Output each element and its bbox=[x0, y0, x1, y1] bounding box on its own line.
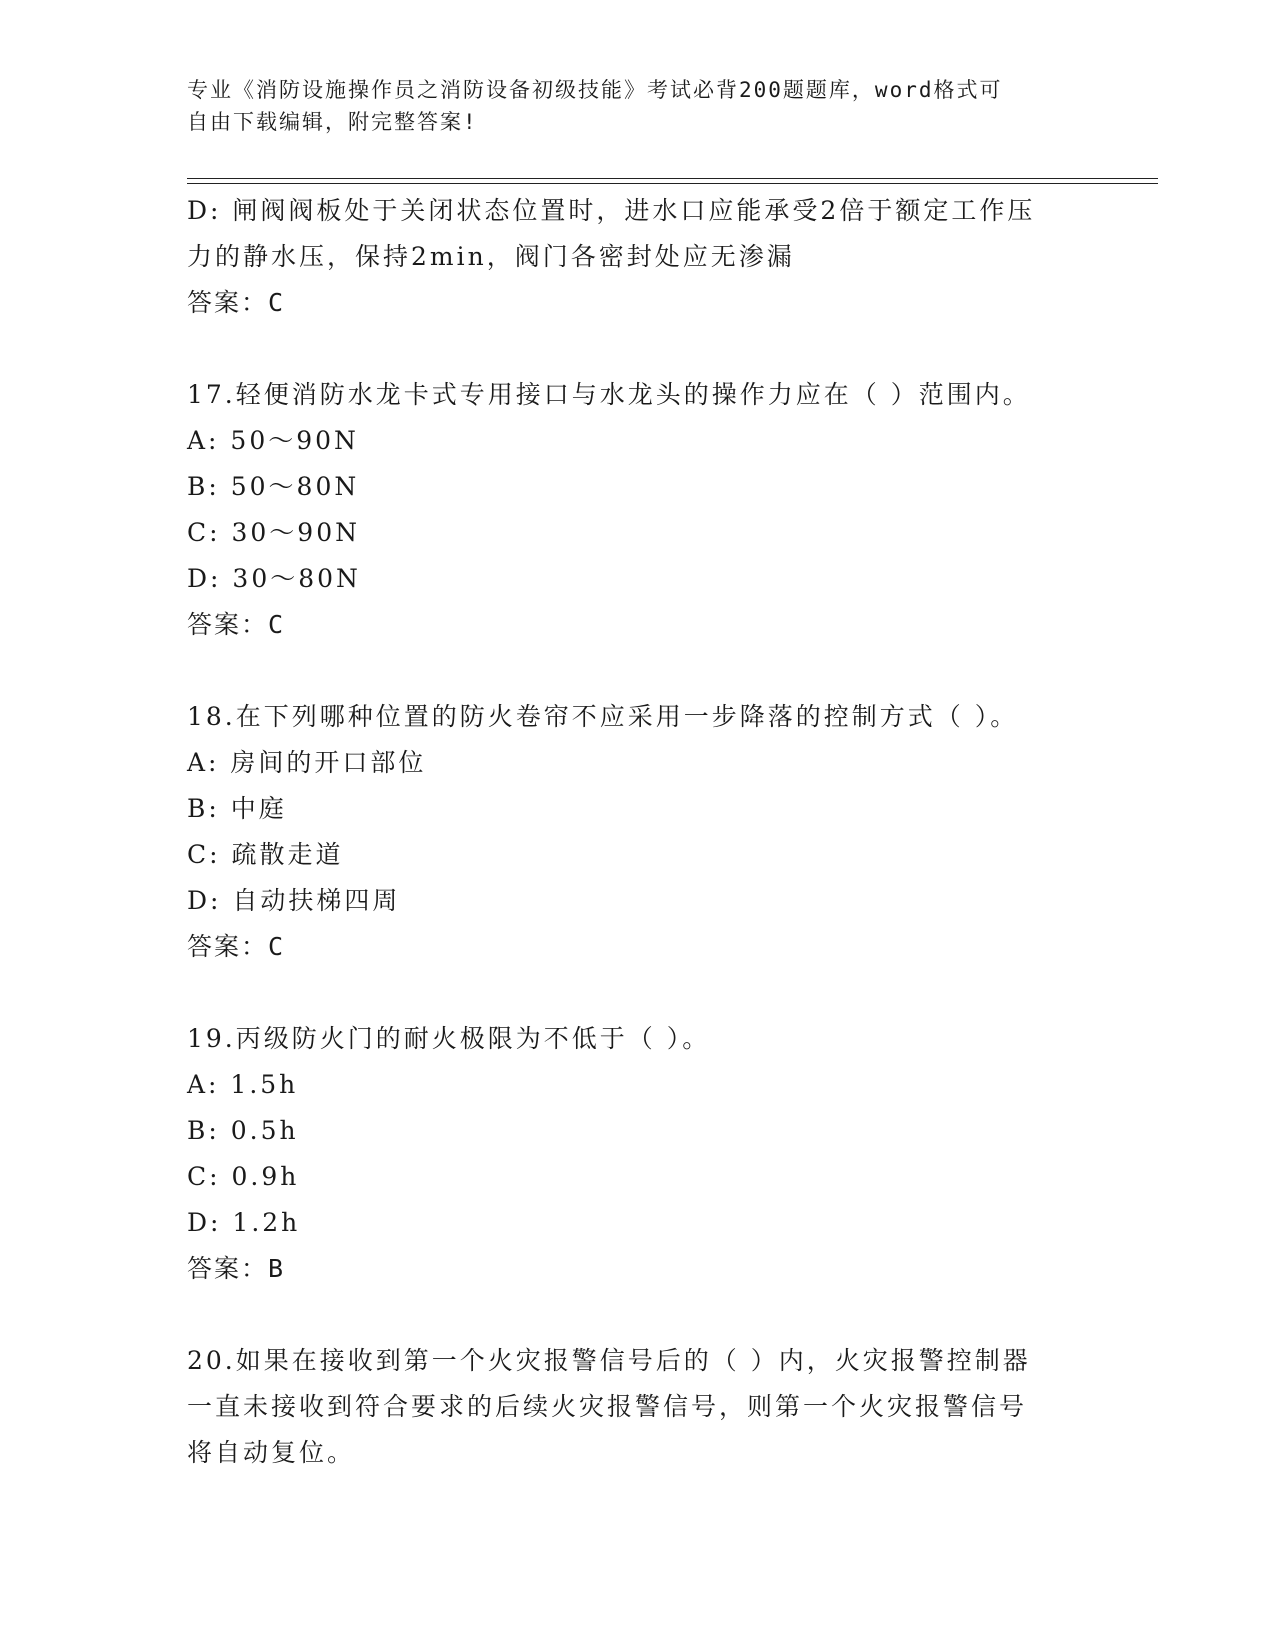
answer bbox=[187, 280, 1087, 326]
option-d: D: 闸阀阀板处于关闭状态位置时，进水口应能承受2倍于额定工作压 bbox=[187, 196, 1036, 225]
header-divider-bottom bbox=[187, 183, 1158, 184]
option-d: D: 1.2h bbox=[187, 1208, 301, 1237]
answer-value: C bbox=[268, 610, 286, 639]
option-c: C: 疏散走道 bbox=[187, 840, 344, 869]
option-a: A: 50～90N bbox=[187, 426, 359, 455]
question-stem-continued: 一直未接收到符合要求的后续火灾报警信号，则第一个火灾报警信号 bbox=[187, 1392, 1028, 1421]
answer-value: C bbox=[268, 288, 286, 317]
spacer bbox=[187, 648, 1087, 694]
question-20 bbox=[187, 1338, 1087, 1476]
document-header bbox=[187, 74, 1087, 138]
question-stem-continued: 将自动复位。 bbox=[187, 1438, 356, 1467]
spacer bbox=[187, 326, 1087, 372]
question-stem: 20.如果在接收到第一个火灾报警信号后的（ ）内，火灾报警控制器 bbox=[187, 1346, 1031, 1375]
answer-label: 答案： bbox=[187, 1254, 269, 1283]
question-stem: 19.丙级防火门的耐火极限为不低于（ ）。 bbox=[187, 1024, 711, 1053]
option-d-continued: 力的静水压，保持2min，阀门各密封处应无渗漏 bbox=[187, 242, 795, 271]
spacer bbox=[187, 970, 1087, 1016]
spacer bbox=[187, 1292, 1087, 1338]
question-16-continuation bbox=[187, 188, 1087, 326]
answer-value: B bbox=[268, 1254, 286, 1283]
option-a: A: 1.5h bbox=[187, 1070, 299, 1099]
answer-label: 答案： bbox=[187, 288, 269, 317]
header-divider-top bbox=[187, 178, 1158, 179]
question-18 bbox=[187, 694, 1087, 970]
option-a: A: 房间的开口部位 bbox=[187, 748, 427, 777]
header-line-2: 自由下载编辑，附完整答案! bbox=[187, 110, 478, 134]
option-b: B: 中庭 bbox=[187, 794, 287, 823]
option-c: C: 30～90N bbox=[187, 518, 360, 547]
option-d: D: 自动扶梯四周 bbox=[187, 886, 401, 915]
option-b: B: 50～80N bbox=[187, 472, 360, 501]
option-d: D: 30～80N bbox=[187, 564, 361, 593]
answer bbox=[187, 924, 1087, 970]
question-17 bbox=[187, 372, 1087, 648]
option-b: B: 0.5h bbox=[187, 1116, 299, 1145]
answer-value: C bbox=[268, 932, 286, 961]
question-stem: 17.轻便消防水龙卡式专用接口与水龙头的操作力应在（ ）范围内。 bbox=[187, 380, 1031, 409]
answer bbox=[187, 1246, 1087, 1292]
answer-label: 答案： bbox=[187, 610, 269, 639]
question-stem: 18.在下列哪种位置的防火卷帘不应采用一步降落的控制方式（ ）。 bbox=[187, 702, 1019, 731]
question-19 bbox=[187, 1016, 1087, 1292]
answer-label: 答案： bbox=[187, 932, 269, 961]
answer bbox=[187, 602, 1087, 648]
header-line-1: 专业《消防设施操作员之消防设备初级技能》考试必背200题题库，word格式可 bbox=[187, 78, 1003, 102]
option-c: C: 0.9h bbox=[187, 1162, 300, 1191]
question-list bbox=[187, 188, 1087, 1476]
